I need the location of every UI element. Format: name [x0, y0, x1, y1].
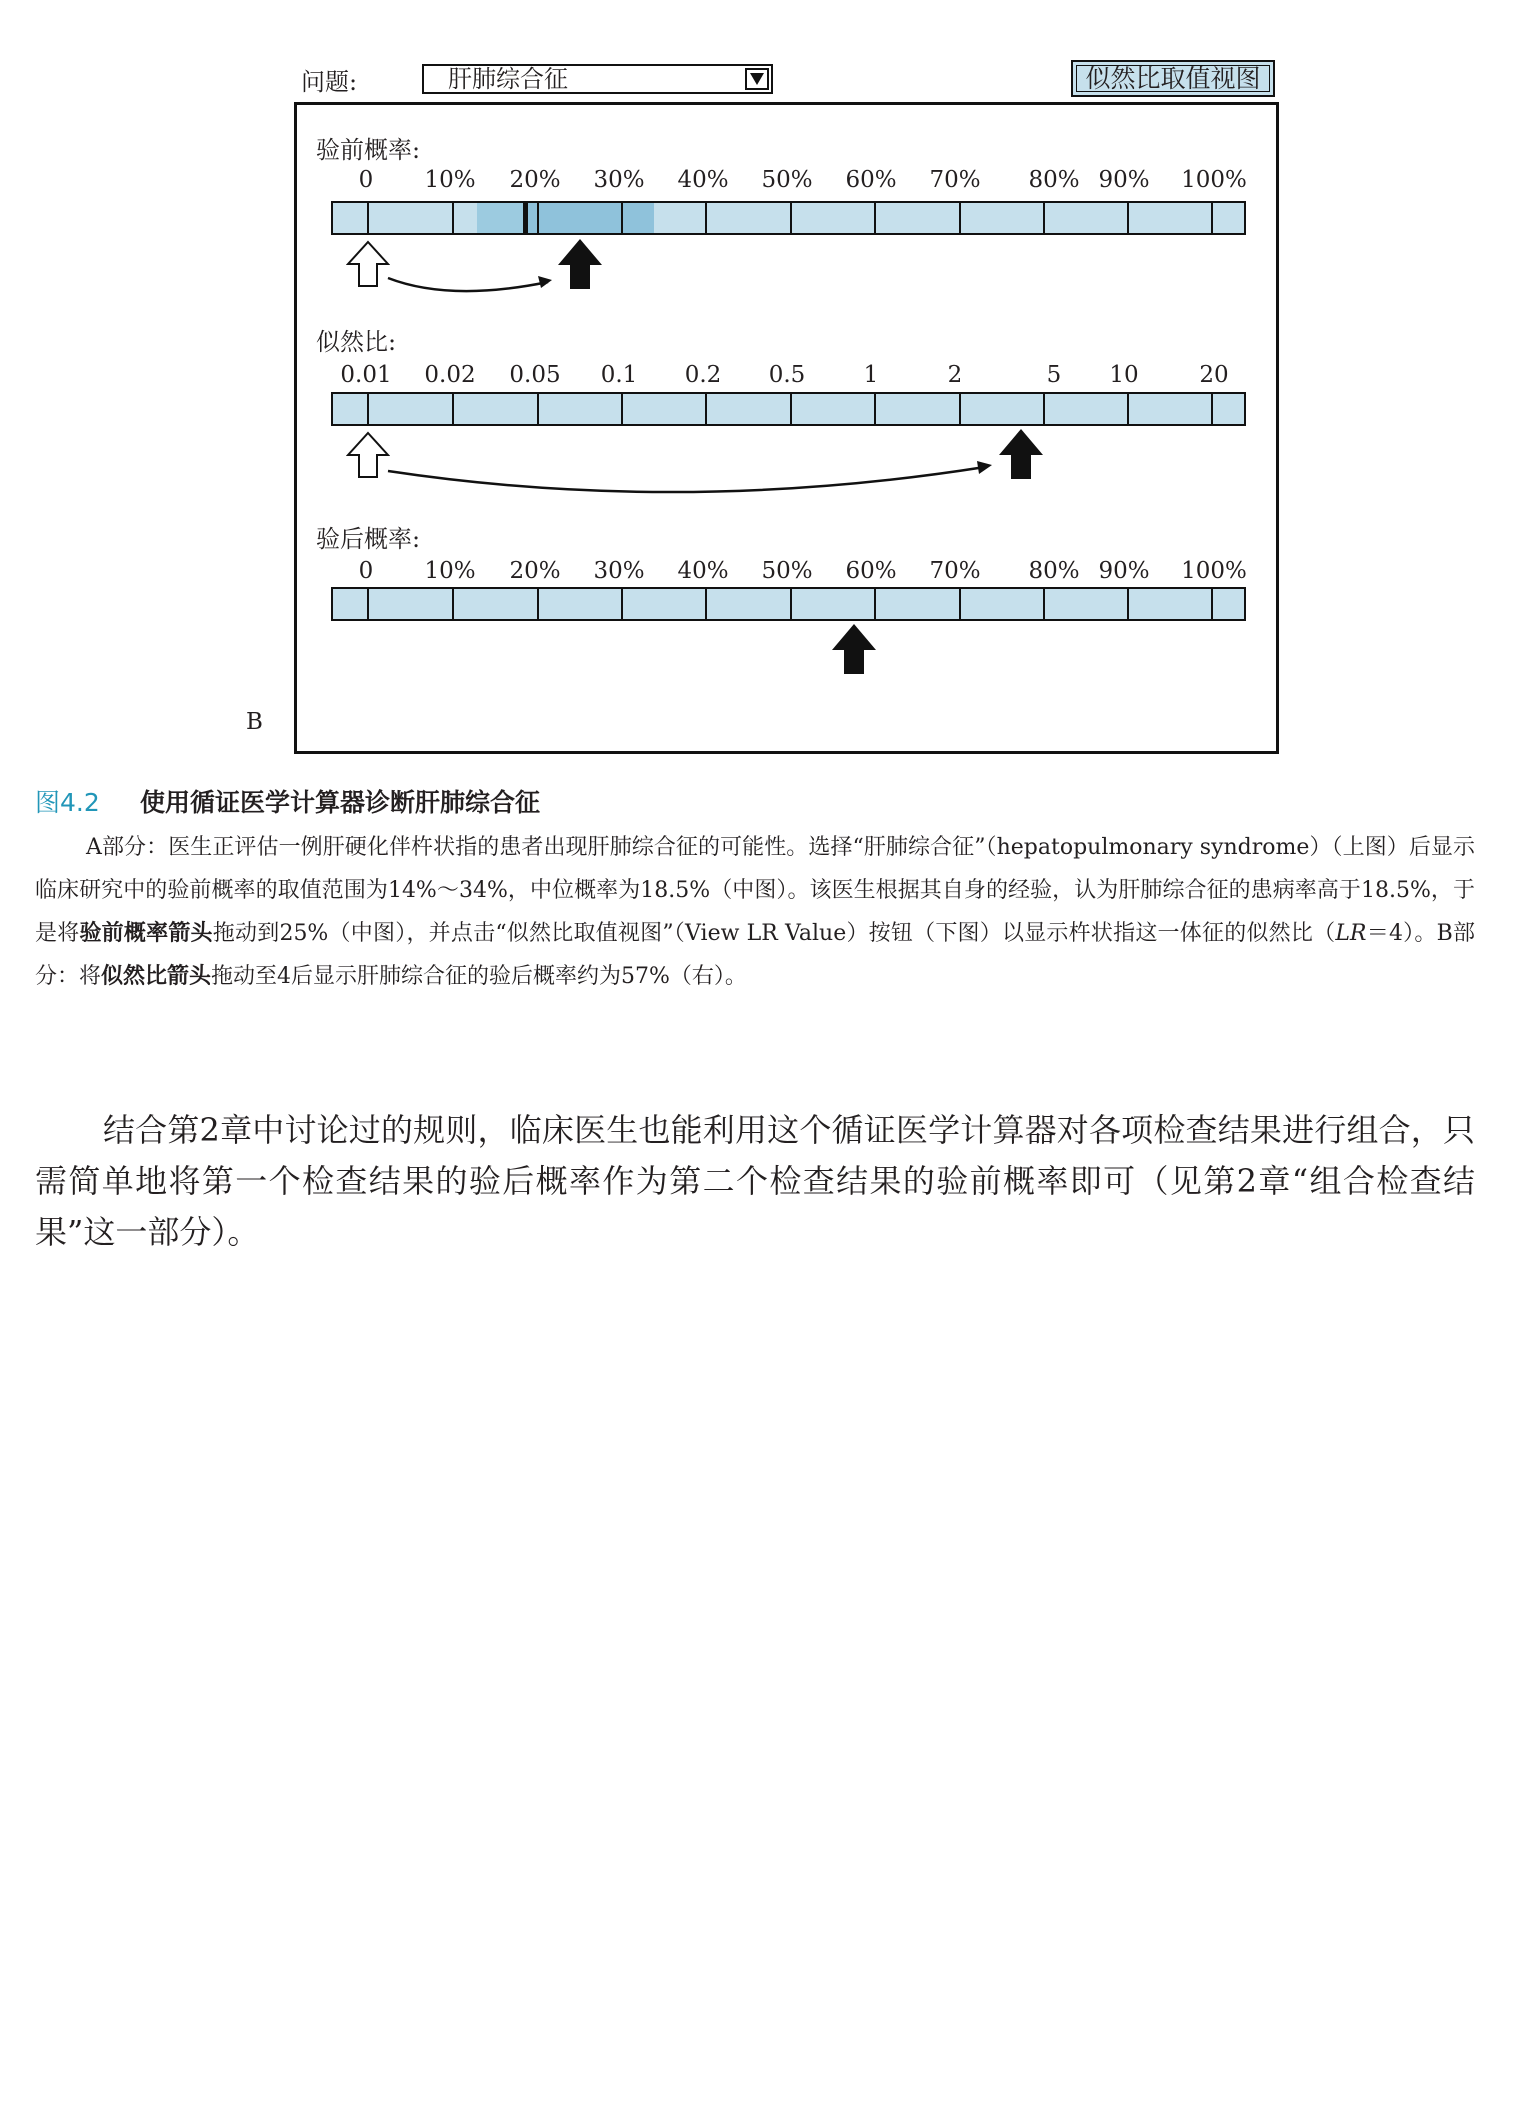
scale-divider [621, 589, 623, 619]
tick-label-pretest: 0 [358, 167, 374, 193]
scale-divider [959, 203, 961, 233]
tick-label-lr: 5 [1046, 362, 1062, 388]
tick-label-posttest: 10% [424, 558, 476, 584]
scale-divider [621, 394, 623, 424]
tick-label-pretest: 30% [593, 167, 645, 193]
scale-divider [537, 589, 539, 619]
caption-text: 拖动到25%（中图），并点击“似然比取值视图”（View LR Value）按钮（下图）以显示杵状指这一体征的似然比（ [212, 921, 1336, 946]
scale-divider [1127, 394, 1129, 424]
posttest-label: 验后概率: [316, 525, 421, 553]
tick-label-posttest: 80% [1028, 558, 1080, 584]
lr-arrow-icon[interactable] [997, 427, 1045, 481]
posttest-arrow-icon [830, 622, 878, 676]
scale-divider [1127, 589, 1129, 619]
scale-divider [959, 589, 961, 619]
tick-label-lr: 0.5 [768, 362, 806, 388]
scale-divider [452, 394, 454, 424]
tick-label-pretest: 80% [1028, 167, 1080, 193]
pretest-probability-scale[interactable] [331, 201, 1246, 235]
tick-label-posttest: 20% [509, 558, 561, 584]
tick-label-lr: 0.02 [424, 362, 476, 388]
tick-label-lr: 10 [1109, 362, 1139, 388]
tick-label-lr: 1 [863, 362, 879, 388]
scale-divider [874, 394, 876, 424]
tick-label-lr: 0.2 [684, 362, 722, 388]
scale-divider [452, 589, 454, 619]
tick-label-pretest: 100% [1181, 167, 1247, 193]
scale-divider [705, 589, 707, 619]
tick-label-pretest: 90% [1098, 167, 1150, 193]
figure-title: 使用循证医学计算器诊断肝肺综合征 [140, 788, 541, 817]
lr-view-button[interactable]: 似然比取值视图 [1071, 60, 1275, 97]
tick-label-lr: 0.1 [600, 362, 638, 388]
tick-label-pretest: 60% [845, 167, 897, 193]
scale-divider [1127, 203, 1129, 233]
pretest-selected-band [528, 203, 654, 233]
scale-divider [452, 203, 454, 233]
scale-divider [1043, 589, 1045, 619]
tick-label-posttest: 60% [845, 558, 897, 584]
scale-divider [1211, 203, 1213, 233]
tick-label-posttest: 40% [677, 558, 729, 584]
problem-select-value: 肝肺综合征 [448, 65, 568, 93]
figure-caption [35, 826, 1475, 998]
tick-label-posttest: 0 [358, 558, 374, 584]
scale-divider [621, 203, 623, 233]
tick-label-pretest: 50% [761, 167, 813, 193]
tick-label-posttest: 50% [761, 558, 813, 584]
pretest-label: 验前概率: [316, 136, 421, 164]
tick-label-posttest: 70% [929, 558, 981, 584]
posttest-probability-scale [331, 587, 1246, 621]
tick-label-lr: 0.01 [340, 362, 392, 388]
scale-divider [790, 394, 792, 424]
scale-divider [790, 203, 792, 233]
dropdown-toggle[interactable] [745, 68, 769, 90]
calculator-frame [294, 102, 1279, 754]
scale-divider [874, 203, 876, 233]
problem-label: 问题: [301, 68, 358, 96]
scale-divider [367, 394, 369, 424]
caption-bold-pretest-arrow: 验前概率箭头 [79, 921, 213, 946]
body-paragraph: 结合第2章中讨论过的规则，临床医生也能利用这个循证医学计算器对各项检查结果进行组合，只需简单地将第一个检查结果的验后概率作为第二个检查结果的验前概率即可（见第2章“组合检查结果”这一部分）。 [35, 1111, 1475, 1251]
caption-italic-lr: LR [1335, 921, 1367, 946]
caption-text: ＝4）。B部分：将 [35, 921, 1475, 989]
tick-label-pretest: 20% [509, 167, 561, 193]
panel-label-b: B [246, 709, 263, 735]
figure-number: 图4.2 [35, 788, 100, 817]
likelihood-ratio-scale[interactable] [331, 392, 1246, 426]
tick-label-pretest: 40% [677, 167, 729, 193]
tick-label-lr: 0.05 [509, 362, 561, 388]
caption-text: 拖动至4后显示肝肺综合征的验后概率约为57%（右）。 [211, 964, 747, 989]
scale-divider [367, 203, 369, 233]
scale-divider [1211, 589, 1213, 619]
scale-divider [1211, 394, 1213, 424]
tick-label-lr: 20 [1199, 362, 1229, 388]
lr-drag-curve [380, 455, 1000, 505]
scale-divider [1043, 394, 1045, 424]
tick-label-lr: 2 [947, 362, 963, 388]
tick-label-pretest: 70% [929, 167, 981, 193]
tick-label-posttest: 100% [1181, 558, 1247, 584]
lr-label: 似然比: [316, 328, 397, 356]
scale-divider [959, 394, 961, 424]
caption-bold-lr-arrow: 似然比箭头 [101, 964, 212, 989]
scale-divider [705, 394, 707, 424]
tick-label-posttest: 30% [593, 558, 645, 584]
pretest-drag-curve [380, 262, 560, 302]
scale-divider [874, 589, 876, 619]
tick-label-posttest: 90% [1098, 558, 1150, 584]
tick-label-pretest: 10% [424, 167, 476, 193]
pretest-arrow-icon[interactable] [556, 237, 604, 291]
scale-divider [367, 589, 369, 619]
problem-select[interactable] [422, 64, 773, 94]
chevron-down-icon [747, 70, 767, 88]
scale-divider [537, 203, 539, 233]
scale-divider [1043, 203, 1045, 233]
scale-divider [790, 589, 792, 619]
caption-text: A部分：医生正评估一例肝硬化伴杵状指的患者出现肝肺综合征的可能性。选择“肝肺综合征”（hepatopulmonary syndrome）（上图）后显示临床研究中的验前概率的取值范围为14%～34%，中位概率为18.5%（中图）。该医生根据其自身的经验，认为肝肺综合征的患病率高于18.5%，于是将 [35, 835, 1475, 946]
scale-divider [705, 203, 707, 233]
scale-divider [537, 394, 539, 424]
